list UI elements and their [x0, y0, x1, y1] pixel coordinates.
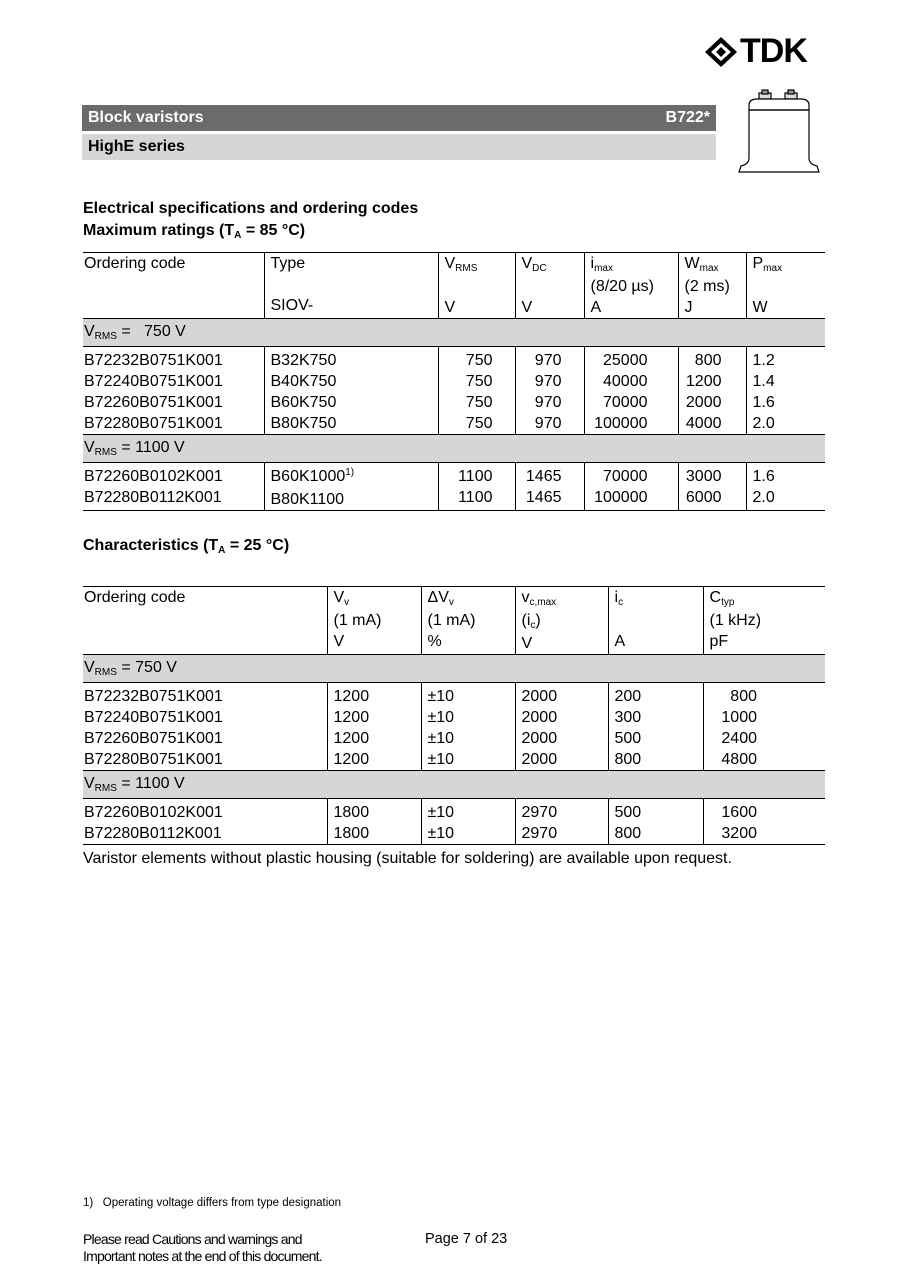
col-header-ordering-code: Ordering code: [83, 253, 264, 319]
col-header-type: Type SIOV-: [264, 253, 438, 319]
group-row-1100v: [83, 771, 825, 799]
series-name: HighE series: [88, 138, 185, 155]
table-row: B72260B0102K001 B72280B0112K001 1800 1800 ±10 ±10 2970 2970 500 800 1600 3200: [83, 799, 825, 845]
group-label: $V_{RMS} = 1100$ V: [83, 435, 825, 463]
col-header-pmax: $P_{max}$ W: [746, 253, 825, 319]
group-row-1100v: [83, 435, 825, 463]
product-line-bar: [82, 105, 716, 131]
col-header-vrms: $V_{RMS}$ V: [438, 253, 515, 319]
col-header-vc-max: $v_{c,max}$ $(i_c)$ V: [515, 587, 608, 655]
group-label: $V_{RMS} = 750$ V: [83, 655, 825, 683]
brand-name: TDK: [740, 32, 807, 70]
footnote: 1) Operating voltage differs from type designation: [83, 1197, 342, 1209]
table-row: B72260B0102K001 B72280B0112K001 B60K1000$^{1)}$ B80K1100 1100 1100 1465 1465 70000 100000 3000 6000 1.6 2.0: [83, 463, 825, 511]
section-title-characteristics: Characteristics ($T_A = 25$ °C): [83, 537, 290, 556]
characteristics-table: [83, 586, 825, 845]
col-header-ctyp: $C_{typ}$ (1 kHz) pF: [703, 587, 825, 655]
page-number: Page 7 of 23: [425, 1231, 508, 1247]
col-header-vv: $V_v$ (1 mA) V: [327, 587, 421, 655]
group-row-750v: [83, 655, 825, 683]
col-header-vdc: $V_{DC}$ V: [515, 253, 584, 319]
col-header-imax: $i_{max}$ (8/20 µs) A: [584, 253, 678, 319]
table-header-row: [83, 587, 825, 655]
table-row: B72232B0751K001 B72240B0751K001 B72260B0751K001 B72280B0751K001 1200 1200 1200 1200 ±10 ±10 ±10 ±10 2000 2000 2000 2000 200 300 500 800 800 1000 2400 4800: [83, 683, 825, 771]
section-subtitle-max-ratings: Maximum ratings ($T_A = 85$ °C): [83, 222, 306, 241]
group-label: $V_{RMS} = 1100$ V: [83, 771, 825, 799]
tdk-logo: [704, 32, 828, 70]
table-header-row: [83, 253, 825, 319]
group-label: $V_{RMS} = 750$ V: [83, 319, 825, 347]
col-header-delta-vv: $\Delta V_v$ (1 mA) %: [421, 587, 515, 655]
tdk-emblem-icon: [704, 36, 738, 68]
footnote-marker: 1): [345, 467, 355, 478]
cautions-notice: Please read Cautions and warnings and Important notes at the end of this document.: [83, 1231, 322, 1264]
col-header-ic: $i_c$ A: [608, 587, 703, 655]
availability-note: Varistor elements without plastic housing (suitable for soldering) are available upon request.: [83, 850, 732, 867]
col-header-wmax: $W_{max}$ (2 ms) J: [678, 253, 746, 319]
table-row: B72232B0751K001 B72240B0751K001 B72260B0751K001 B72280B0751K001 B32K750 B40K750 B60K750 B80K750 750 750 750 750 970 970 970 970 25000 40000 70000 100000 800 1200 2000 4000 1.2 1.4 1.6 2.0: [83, 347, 825, 435]
max-ratings-table: [83, 252, 825, 511]
block-varistor-image: [735, 88, 825, 178]
section-title-electrical-specs: Electrical specifications and ordering codes: [83, 200, 419, 217]
part-code: B722*: [665, 109, 710, 126]
group-row-750v: [83, 319, 825, 347]
series-bar: [82, 134, 716, 160]
product-line: Block varistors: [88, 109, 204, 126]
col-header-ordering-code: Ordering code: [83, 587, 327, 655]
